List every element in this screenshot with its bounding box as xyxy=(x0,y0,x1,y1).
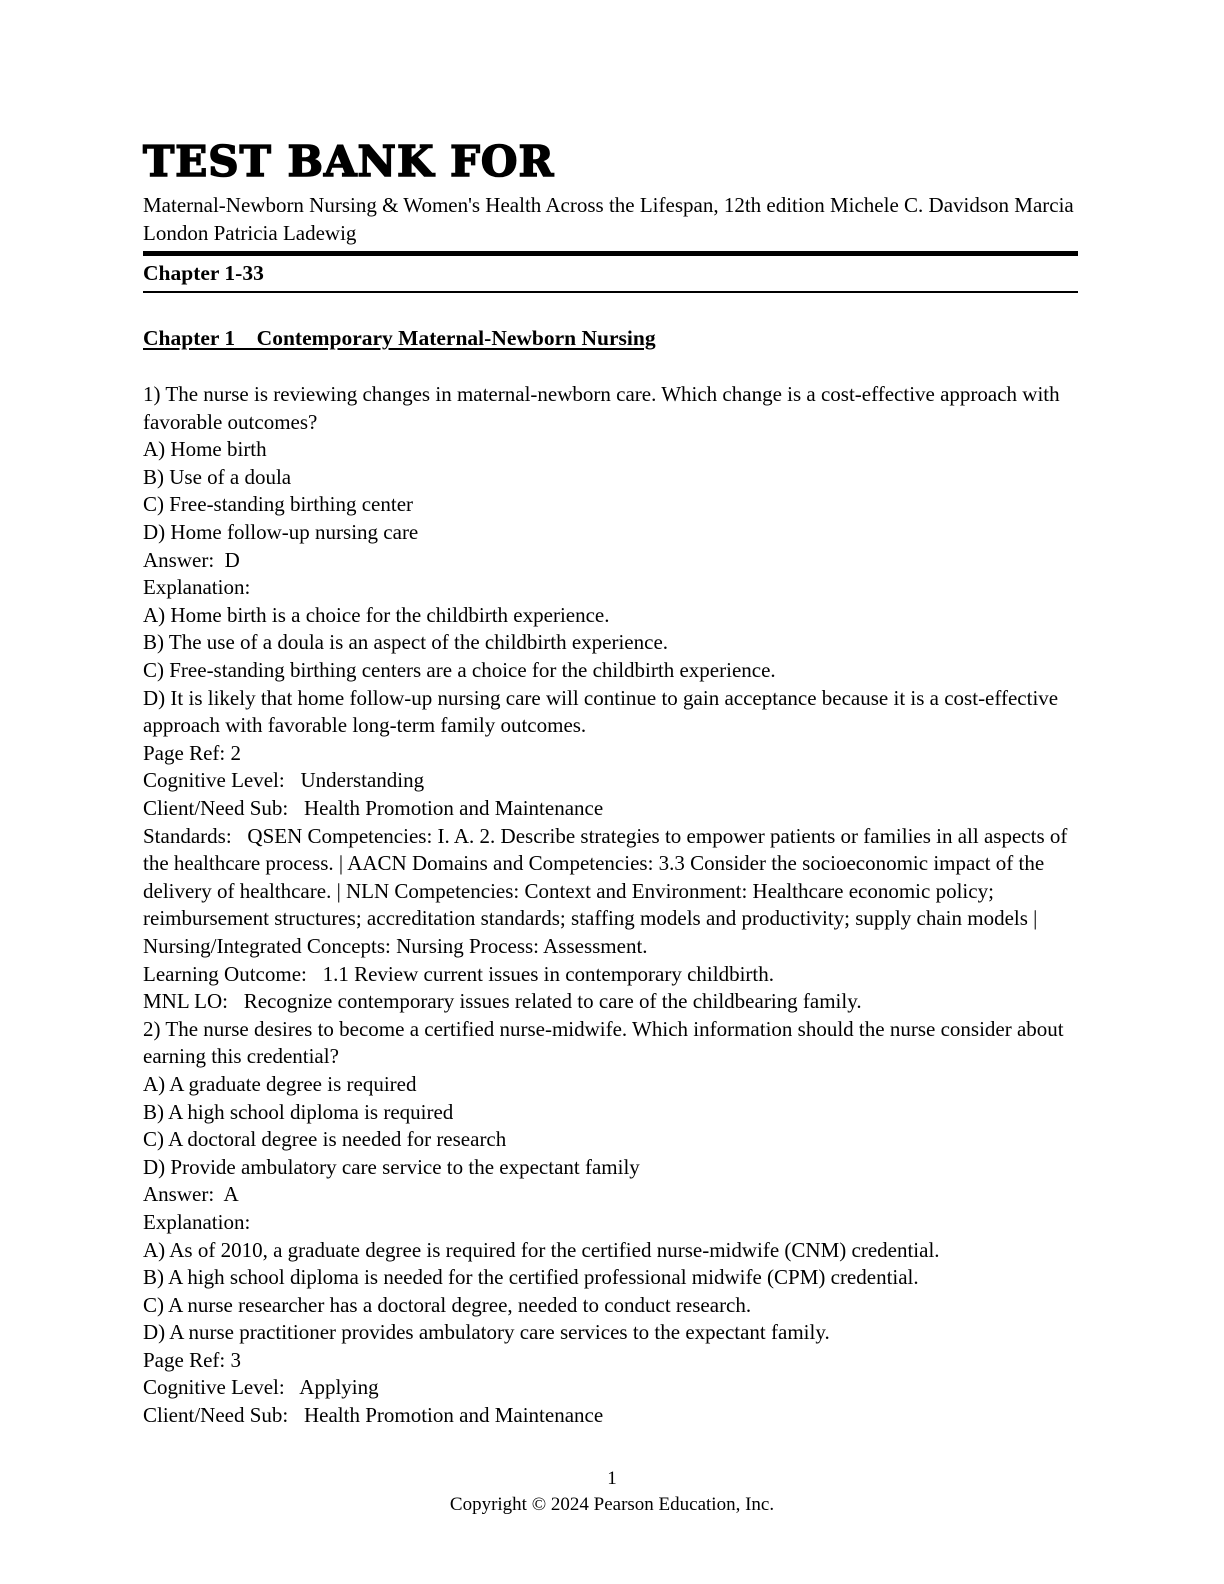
answer-choice-c: C) A doctoral degree is needed for research xyxy=(143,1127,507,1152)
document-header xyxy=(143,137,1079,293)
page-ref: Page Ref: 3 xyxy=(143,1347,241,1372)
learning-outcome: Learning Outcome: 1.1 Review current issues in contemporary childbirth. xyxy=(143,961,774,986)
explanation-c: C) Free-standing birthing centers are a choice for the childbirth experience. xyxy=(143,658,776,683)
question-block-2 xyxy=(143,1016,1078,1430)
explanation-a: A) As of 2010, a graduate degree is required for the certified nurse-midwife (CNM) credential. xyxy=(143,1237,940,1262)
document-body xyxy=(143,381,1078,1430)
page-title: TEST BANK FOR xyxy=(143,137,555,186)
answer-choice-c: C) Free-standing birthing center xyxy=(143,492,414,517)
question-stem: 2) The nurse desires to become a certified nurse-midwife. Which information should the nurse consider about earning this credential? xyxy=(143,1016,1069,1069)
answer-choice-b: B) A high school diploma is required xyxy=(143,1099,454,1124)
question-block-1 xyxy=(143,381,1078,1016)
answer-choice-b: B) Use of a doula xyxy=(143,464,292,489)
document-subtitle: Maternal-Newborn Nursing & Women's Health Across the Lifespan, 12th edition Michele C. Davidson Marcia London Patricia Ladewig xyxy=(143,193,1079,245)
explanation-d: D) It is likely that home follow-up nursing care will continue to gain acceptance because it is a cost-effective approach with favorable long-term family outcomes. xyxy=(143,685,1064,738)
explanation-b: B) The use of a doula is an aspect of the childbirth experience. xyxy=(143,630,669,655)
answer-choice-a: A) Home birth xyxy=(143,437,267,462)
cognitive-level: Cognitive Level: Applying xyxy=(143,1375,379,1400)
explanation-c: C) A nurse researcher has a doctoral degree, needed to conduct research. xyxy=(143,1292,752,1317)
question-stem: 1) The nurse is reviewing changes in maternal-newborn care. Which change is a cost-effective approach with favorable outcomes? xyxy=(143,382,1065,434)
answer-line: Answer: D xyxy=(143,547,240,572)
explanation-d: D) A nurse practitioner provides ambulatory care services to the expectant family. xyxy=(143,1320,830,1345)
cognitive-level: Cognitive Level: Understanding xyxy=(143,768,425,793)
mnl-lo: MNL LO: Recognize contemporary issues related to care of the childbearing family. xyxy=(143,989,862,1014)
chapter-heading: Chapter 1 Contemporary Maternal-Newborn Nursing xyxy=(143,326,656,351)
answer-choice-d: D) Home follow-up nursing care xyxy=(143,520,419,545)
answer-line: Answer: A xyxy=(143,1182,239,1207)
page-number: 1 xyxy=(607,1468,617,1489)
client-need-sub: Client/Need Sub: Health Promotion and Maintenance xyxy=(143,796,604,820)
standards: Standards: QSEN Competencies: I. A. 2. Describe strategies to empower patients or families in all aspects of the healthcare process. | AACN Domains and Competencies: 3.3 Consider the socioeconomic impact of the delivery of healthcare. | NLN Competencies: Context and Environment: Healthcare economic policy; reimbursement structures; accreditation standards; staffing models and productivity; supply chain models | Nursing/Integrated Concepts: Nursing Process: Assessment. xyxy=(143,823,1073,958)
copyright-line: Copyright © 2024 Pearson Education, Inc. xyxy=(449,1494,775,1515)
explanation-a: A) Home birth is a choice for the childbirth experience. xyxy=(143,602,610,627)
answer-choice-d: D) Provide ambulatory care service to the expectant family xyxy=(143,1154,640,1179)
chapter-range: Chapter 1-33 xyxy=(143,261,264,286)
explanation-label: Explanation: xyxy=(143,575,251,600)
page-footer xyxy=(0,1466,1224,1518)
explanation-label: Explanation: xyxy=(143,1209,251,1234)
page-ref: Page Ref: 2 xyxy=(143,740,241,765)
answer-choice-a: A) A graduate degree is required xyxy=(143,1071,417,1096)
client-need-sub: Client/Need Sub: Health Promotion and Maintenance xyxy=(143,1403,604,1428)
explanation-b: B) A high school diploma is needed for the certified professional midwife (CPM) credential. xyxy=(143,1265,919,1290)
divider-thin xyxy=(143,291,1078,293)
